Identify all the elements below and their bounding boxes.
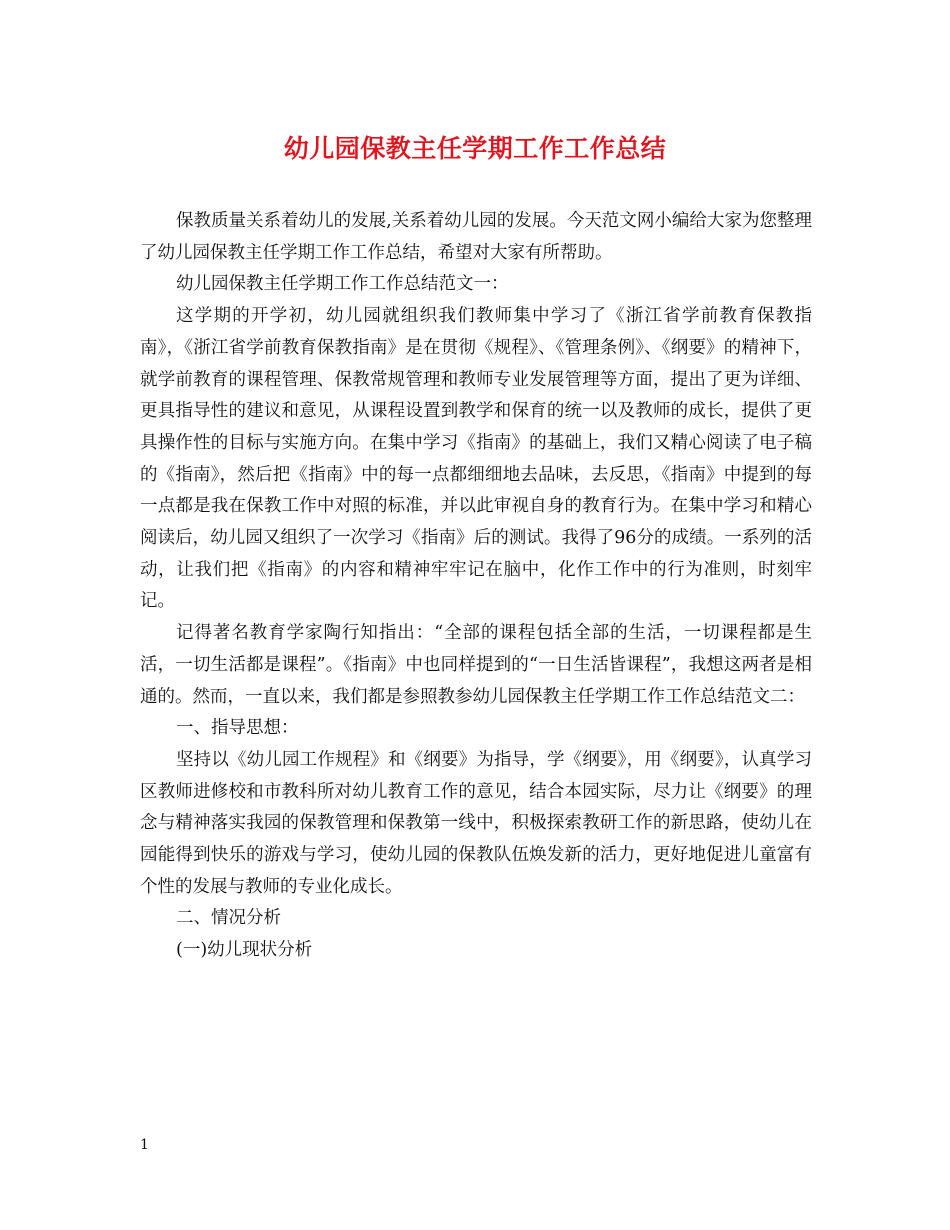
paragraph-guiding-ideology: 坚持以《幼儿园工作规程》和《纲要》为指导，学《纲要》，用《纲要》，认真学习区教师进修校和市教科所对幼儿教育工作的意见，结合本园实际，尽力让《纲要》的理念与精神落实我园的保教管理和保教第一线中，积极探索教研工作的新思路，使幼儿在园能得到快乐的游戏与学习，使幼儿园的保教队伍焕发新的活力，更好地促进儿童富有个性的发展与教师的专业化成长。 xyxy=(140,749,812,897)
document-body xyxy=(140,206,812,967)
subsection-heading-children-status: (一)幼儿现状分析 xyxy=(176,940,313,961)
paragraph-study-guide: 这学期的开学初，幼儿园就组织我们教师集中学习了《浙江省学前教育保教指南》，《浙江省学前教育保教指南》是在贯彻《规程》、《管理条例》、《纲要》的精神下，就学前教育的课程管理、保教常规管理和教师专业发展管理等方面，提出了更为详细、更具指导性的建议和意见，从课程设置到教学和保育的统一以及教师的成长，提供了更具操作性的目标与实施方向。在集中学习《指南》的基础上，我们又精心阅读了电子稿的《指南》，然后把《指南》中的每一点都细细地去品味，去反思，《指南》中提到的每一点都是我在保教工作中对照的标准，并以此审视自身的教育行为。在集中学习和精心阅读后，幼儿园又组织了一次学习《指南》后的测试。我得了96分的成绩。一系列的活动，让我们把《指南》的内容和精神牢牢记在脑中，化作工作中的行为准则，时刻牢记。 xyxy=(140,306,812,612)
paragraph-tao-xingzhi: 记得著名教育学家陶行知指出：“全部的课程包括全部的生活，一切课程都是生活，一切生活都是课程”。《指南》中也同样提到的“一日生活皆课程”，我想这两者是相通的。然而，一直以来，我们都是参照教参幼儿园保教主任学期工作工作总结范文二： xyxy=(140,623,812,707)
paragraph-sample-one-heading: 幼儿园保教主任学期工作工作总结范文一： xyxy=(176,274,509,295)
document-title: 幼儿园保教主任学期工作工作总结 xyxy=(283,134,667,163)
paragraph-intro: 保教质量关系着幼儿的发展,关系着幼儿园的发展。今天范文网小编给大家为您整理了幼儿园保教主任学期工作工作总结，希望对大家有所帮助。 xyxy=(140,211,812,263)
section-heading-situation-analysis: 二、情况分析 xyxy=(176,908,281,929)
section-heading-guiding-ideology: 一、指导思想： xyxy=(176,718,299,739)
page-number: 1 xyxy=(140,1137,149,1153)
